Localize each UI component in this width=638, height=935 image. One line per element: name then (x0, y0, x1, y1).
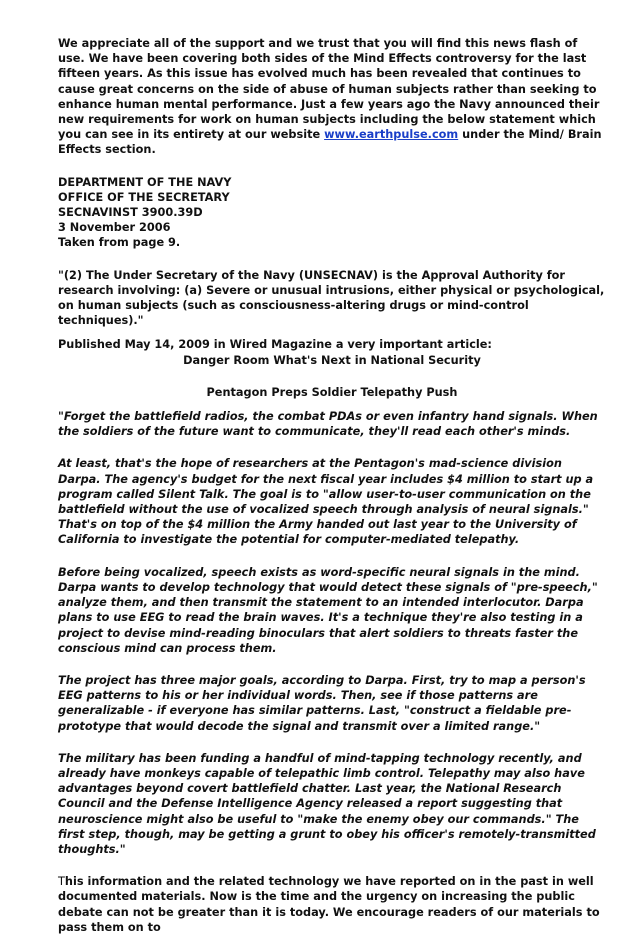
closing-text: his information and the related technology we have reported on in the past in well documented materials. Now is the time and the urgency on increasing the public debate can not be greater than it is today. We encourage readers of our materials to pass them on to (58, 875, 600, 934)
article-paragraph: At least, that's the hope of researchers at the Pentagon's mad-science division Darpa. The agency's budget for the next fiscal year includes $4 million to start up a program called Silent Talk. The goal is to "allow user-to-user communication on the battlefield without the use of vocalized speech through analysis of neural signals." That's on top of the $4 million the Army handed out last year to the University of California to investigate the potential for computer-mediated telepathy. (58, 457, 594, 547)
website-link[interactable]: www.earthpulse.com (324, 128, 459, 142)
navy-header-line: DEPARTMENT OF THE NAVY (58, 175, 232, 189)
published-line: Published May 14, 2009 in Wired Magazine a very important article: (58, 338, 492, 352)
article-paragraph: The project has three major goals, according to Darpa. First, try to map a person's EEG patterns to his or her individual words. Then, see if those patterns are generalizable - if everyone has similar patterns. Last, "construct a fieldable pre-prototype that would decode the signal and transmit over a limited range." (58, 673, 586, 733)
navy-header-line: 3 November 2006 (58, 221, 171, 235)
navy-header-line: OFFICE OF THE SECRETARY (58, 190, 230, 204)
navy-quote: "(2) The Under Secretary of the Navy (UNSECNAV) is the Approval Authority for research involving: (a) Severe or unusual intrusions, either physical or psychological, on human subjects (such as consciousness-altering drugs or mind-control techniques)." (58, 268, 605, 328)
navy-header-line: Taken from page 9. (58, 236, 181, 250)
intro-text-end: under the Mind/ Brain Effects section. (58, 128, 602, 157)
article-title: Pentagon Preps Soldier Telepathy Push (206, 385, 458, 399)
article-paragraph: The military has been funding a handful of mind-tapping technology recently, and already have monkeys capable of telepathic limb control. Telepathy may also have advantages beyond covert battlefield chatter. Last year, the National Research Council and the Defense Intelligence Agency released a report suggesting that neuroscience might also be useful to "make the enemy obey our commands." The first step, though, may be getting a grunt to obey his officer's remotely-transmitted thoughts." (58, 751, 596, 856)
document-page (58, 36, 606, 935)
danger-room-line: Danger Room What's Next in National Security (183, 353, 481, 367)
article-paragraph: "Forget the battlefield radios, the combat PDAs or even infantry hand signals. When the soldiers of the future want to communicate, they'll read each other's minds. (58, 410, 598, 439)
article-paragraph: Before being vocalized, speech exists as word-specific neural signals in the mind. Darpa wants to develop technology that would detect these signals of "pre-speech," analyze them, and then transmit the statement to an intended interlocutor. Darpa plans to use EEG to read the brain waves. It's a technique they're also testing in a project to devise mind-reading binoculars that alert soldiers to threats faster the conscious mind can process them. (58, 565, 598, 655)
closing-paragraph (58, 874, 606, 935)
intro-paragraph (58, 36, 606, 158)
intro-text: We appreciate all of the support and we trust that you will find this news flash of use. We have been covering both sides of the Mind Effects controversy for the last fifteen years. As this issue has evolved much has been revealed that continues to cause great concerns on the side of abuse of human subjects rather than seeking to enhance human mental performance. Just a few years ago the Navy announced their new requirements for work on human subjects including the below statement which you can see in its entirety at our website (58, 37, 600, 142)
navy-header-line: SECNAVINST 3900.39D (58, 206, 203, 220)
closing-first-letter: T (58, 875, 65, 889)
